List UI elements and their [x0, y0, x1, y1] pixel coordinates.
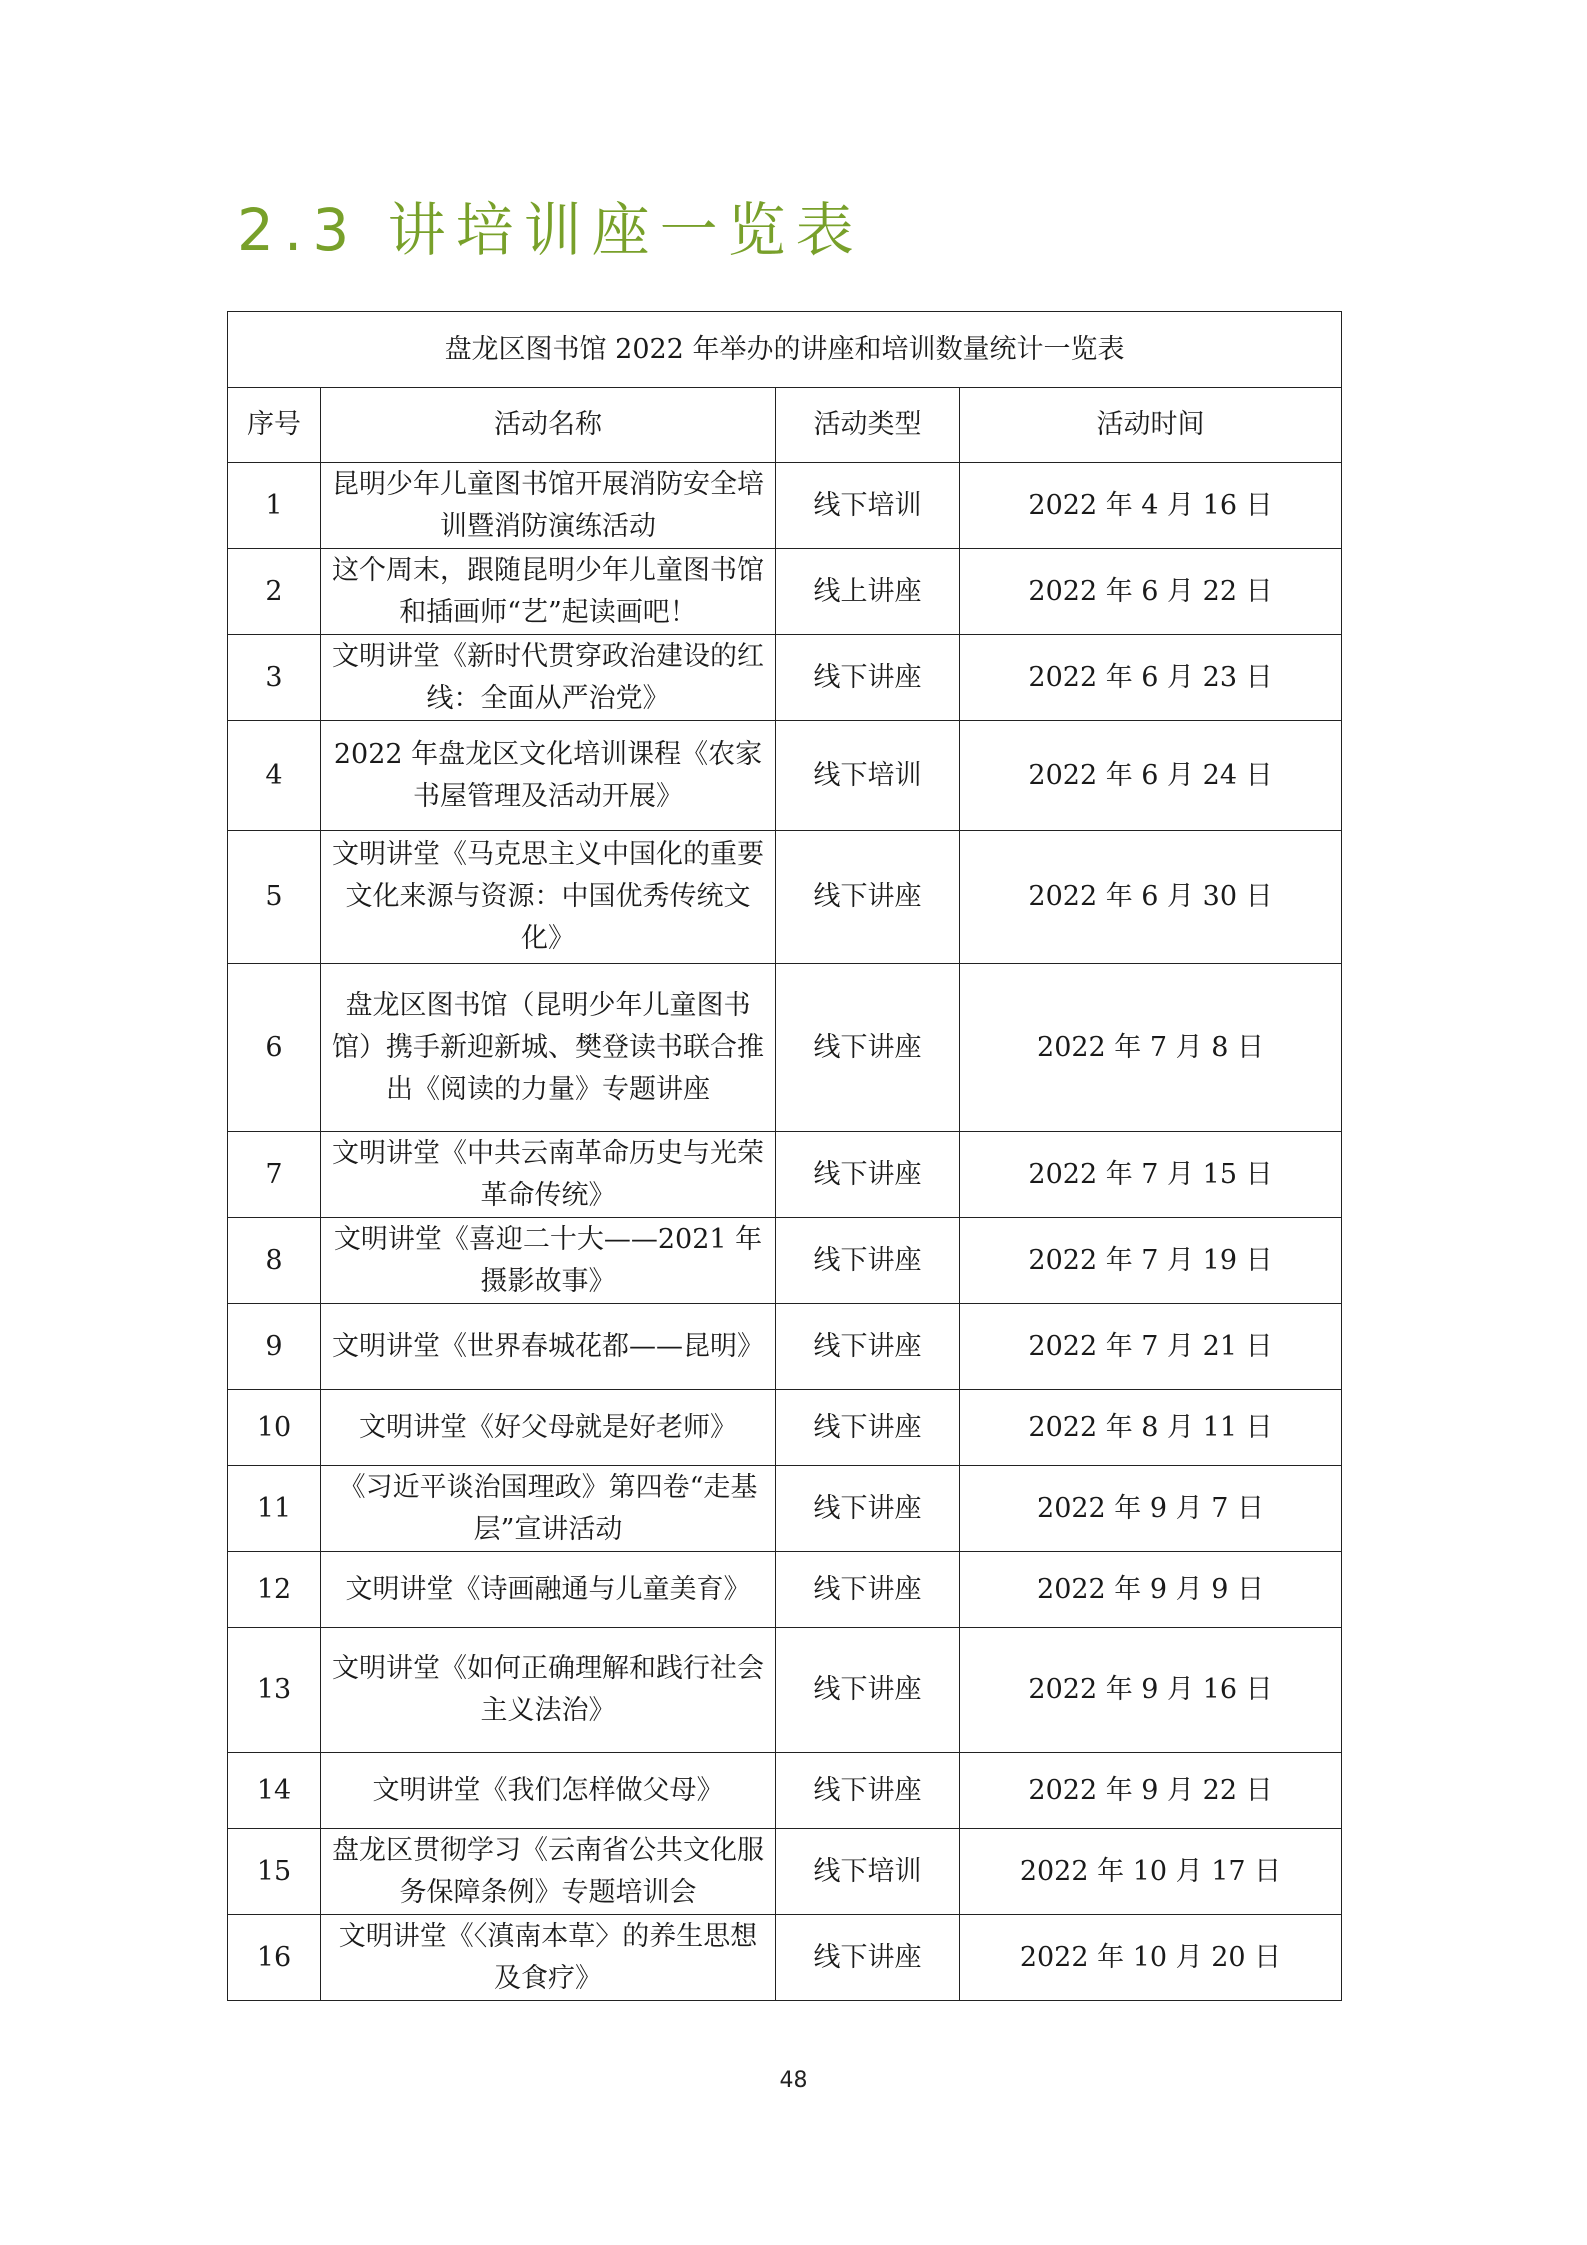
- row-activity-type: 线下讲座: [776, 1218, 960, 1304]
- table-row: [228, 964, 1342, 1132]
- row-activity-type: 线上讲座: [776, 549, 960, 635]
- header-activity-name: 活动名称: [321, 388, 776, 463]
- row-activity-type: 线下培训: [776, 721, 960, 831]
- activity-table: [227, 311, 1342, 2001]
- row-activity-name: 文明讲堂《我们怎样做父母》: [321, 1753, 776, 1829]
- row-activity-date: 2022 年 9 月 22 日: [960, 1753, 1342, 1829]
- row-number: 12: [228, 1552, 321, 1628]
- table-row: [228, 1753, 1342, 1829]
- row-activity-name: 《习近平谈治国理政》第四卷“走基层”宣讲活动: [321, 1466, 776, 1552]
- table-row: [228, 1466, 1342, 1552]
- header-activity-type: 活动类型: [776, 388, 960, 463]
- table-row: [228, 1390, 1342, 1466]
- row-activity-type: 线下讲座: [776, 635, 960, 721]
- row-activity-date: 2022 年 10 月 20 日: [960, 1915, 1342, 2001]
- row-activity-name: 文明讲堂《好父母就是好老师》: [321, 1390, 776, 1466]
- row-activity-date: 2022 年 7 月 19 日: [960, 1218, 1342, 1304]
- row-activity-name: 文明讲堂《世界春城花都——昆明》: [321, 1304, 776, 1390]
- row-number: 14: [228, 1753, 321, 1829]
- table-row: [228, 1915, 1342, 2001]
- row-activity-name: 文明讲堂《新时代贯穿政治建设的红线：全面从严治党》: [321, 635, 776, 721]
- table-body: [228, 463, 1342, 2001]
- row-activity-type: 线下讲座: [776, 1132, 960, 1218]
- row-number: 15: [228, 1829, 321, 1915]
- row-number: 11: [228, 1466, 321, 1552]
- row-activity-type: 线下讲座: [776, 964, 960, 1132]
- row-activity-date: 2022 年 7 月 8 日: [960, 964, 1342, 1132]
- row-activity-name: 这个周末，跟随昆明少年儿童图书馆和插画师“艺”起读画吧！: [321, 549, 776, 635]
- row-activity-date: 2022 年 10 月 17 日: [960, 1829, 1342, 1915]
- table-row: [228, 549, 1342, 635]
- table-caption-row: [228, 312, 1342, 388]
- row-activity-date: 2022 年 7 月 21 日: [960, 1304, 1342, 1390]
- table-row: [228, 1304, 1342, 1390]
- row-activity-date: 2022 年 6 月 30 日: [960, 831, 1342, 964]
- row-number: 8: [228, 1218, 321, 1304]
- table-header-row: [228, 388, 1342, 463]
- row-number: 1: [228, 463, 321, 549]
- row-number: 9: [228, 1304, 321, 1390]
- row-number: 2: [228, 549, 321, 635]
- page-number: 48: [779, 2068, 808, 2093]
- table-row: [228, 1552, 1342, 1628]
- row-number: 6: [228, 964, 321, 1132]
- row-activity-date: 2022 年 9 月 16 日: [960, 1628, 1342, 1753]
- table-caption: 盘龙区图书馆 2022 年举办的讲座和培训数量统计一览表: [228, 312, 1342, 388]
- row-activity-name: 文明讲堂《如何正确理解和践行社会主义法治》: [321, 1628, 776, 1753]
- table-row: [228, 1628, 1342, 1753]
- row-activity-type: 线下讲座: [776, 1304, 960, 1390]
- row-activity-name: 文明讲堂《〈滇南本草〉的养生思想及食疗》: [321, 1915, 776, 2001]
- table-row: [228, 721, 1342, 831]
- table-row: [228, 831, 1342, 964]
- row-number: 10: [228, 1390, 321, 1466]
- row-number: 4: [228, 721, 321, 831]
- table-row: [228, 463, 1342, 549]
- row-activity-date: 2022 年 8 月 11 日: [960, 1390, 1342, 1466]
- row-activity-date: 2022 年 7 月 15 日: [960, 1132, 1342, 1218]
- row-activity-type: 线下讲座: [776, 1552, 960, 1628]
- row-activity-type: 线下讲座: [776, 1390, 960, 1466]
- table-row: [228, 635, 1342, 721]
- row-activity-type: 线下讲座: [776, 831, 960, 964]
- row-activity-name: 文明讲堂《马克思主义中国化的重要文化来源与资源：中国优秀传统文化》: [321, 831, 776, 964]
- row-activity-type: 线下培训: [776, 1829, 960, 1915]
- row-activity-name: 昆明少年儿童图书馆开展消防安全培训暨消防演练活动: [321, 463, 776, 549]
- row-activity-name: 盘龙区贯彻学习《云南省公共文化服务保障条例》专题培训会: [321, 1829, 776, 1915]
- row-activity-type: 线下讲座: [776, 1915, 960, 2001]
- row-activity-date: 2022 年 4 月 16 日: [960, 463, 1342, 549]
- table-row: [228, 1132, 1342, 1218]
- table-row: [228, 1218, 1342, 1304]
- row-number: 16: [228, 1915, 321, 2001]
- row-number: 13: [228, 1628, 321, 1753]
- row-activity-date: 2022 年 6 月 22 日: [960, 549, 1342, 635]
- table-row: [228, 1829, 1342, 1915]
- row-activity-date: 2022 年 6 月 23 日: [960, 635, 1342, 721]
- row-activity-date: 2022 年 9 月 7 日: [960, 1466, 1342, 1552]
- row-activity-type: 线下讲座: [776, 1628, 960, 1753]
- row-activity-name: 文明讲堂《喜迎二十大——2021 年摄影故事》: [321, 1218, 776, 1304]
- header-number: 序号: [228, 388, 321, 463]
- row-activity-date: 2022 年 6 月 24 日: [960, 721, 1342, 831]
- row-activity-name: 盘龙区图书馆（昆明少年儿童图书馆）携手新迎新城、樊登读书联合推出《阅读的力量》专题讲座: [321, 964, 776, 1132]
- row-number: 7: [228, 1132, 321, 1218]
- row-activity-type: 线下培训: [776, 463, 960, 549]
- row-activity-type: 线下讲座: [776, 1753, 960, 1829]
- row-number: 5: [228, 831, 321, 964]
- row-number: 3: [228, 635, 321, 721]
- row-activity-date: 2022 年 9 月 9 日: [960, 1552, 1342, 1628]
- section-title: 2.3 讲培训座一览表: [237, 196, 864, 264]
- row-activity-name: 文明讲堂《诗画融通与儿童美育》: [321, 1552, 776, 1628]
- header-activity-date: 活动时间: [960, 388, 1342, 463]
- row-activity-name: 文明讲堂《中共云南革命历史与光荣革命传统》: [321, 1132, 776, 1218]
- row-activity-type: 线下讲座: [776, 1466, 960, 1552]
- row-activity-name: 2022 年盘龙区文化培训课程《农家书屋管理及活动开展》: [321, 721, 776, 831]
